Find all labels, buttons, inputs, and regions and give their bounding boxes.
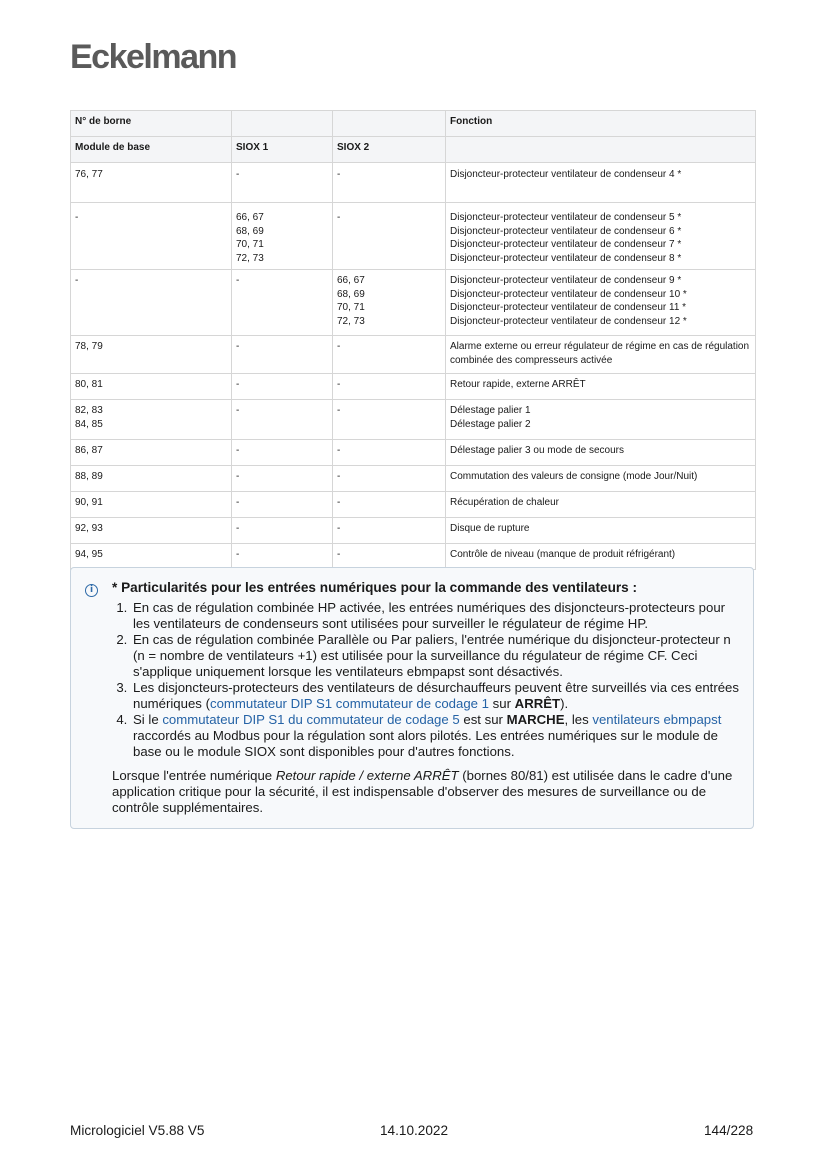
table-row	[71, 466, 756, 492]
table-cell: 86, 87	[71, 440, 232, 466]
table-header-cell: N° de borne	[71, 111, 232, 137]
table-cell: Délestage palier 1 Délestage palier 2	[446, 400, 756, 440]
table-cell: -	[232, 518, 333, 544]
table-row	[71, 544, 756, 570]
table-cell: Disjoncteur-protecteur ventilateur de condenseur 5 * Disjoncteur-protecteur ventilateur de condenseur 6 * Disjoncteur-protecteur ventilateur de condenseur 7 * Disjoncteur-protecteur ventilateur de condenseur 8 *	[446, 203, 756, 270]
table-row	[71, 374, 756, 400]
table-cell: 94, 95	[71, 544, 232, 570]
table-cell: -	[232, 544, 333, 570]
info-panel-title: * Particularités pour les entrées numériques pour la commande des ventilateurs :	[112, 580, 638, 595]
table-cell: -	[333, 492, 446, 518]
table-header-cell: Fonction	[446, 111, 756, 137]
table-cell: -	[333, 466, 446, 492]
table-cell: -	[71, 203, 232, 270]
table-cell: 90, 91	[71, 492, 232, 518]
table-cell: 92, 93	[71, 518, 232, 544]
table-header-cell: SIOX 1	[232, 137, 333, 163]
table-cell: -	[333, 203, 446, 270]
table-cell: 80, 81	[71, 374, 232, 400]
info-panel	[70, 567, 754, 829]
info-list	[111, 600, 741, 760]
table-row	[71, 203, 756, 270]
info-panel-closing: Lorsque l'entrée numérique Retour rapide / externe ARRÊT (bornes 80/81) est utilisée dans le cadre d'une application critique pour la sécurité, il est indispensable d'observer des mesures de surveillance ou de contrôle supplémentaires.	[112, 768, 733, 815]
table-cell: 82, 83 84, 85	[71, 400, 232, 440]
table-cell: -	[232, 374, 333, 400]
table-cell: -	[333, 544, 446, 570]
table-header-cell	[232, 111, 333, 137]
table-cell: 76, 77	[71, 163, 232, 203]
table-cell: -	[333, 163, 446, 203]
table-cell: -	[232, 270, 333, 336]
table-cell: -	[232, 336, 333, 374]
info-icon: i	[85, 584, 98, 597]
list-item: 1. En cas de régulation combinée HP activée, les entrées numériques des disjoncteurs-protecteurs pour les ventilateurs de condenseurs sont utilisées pour surveiller le régulateur de régime HP.	[131, 600, 741, 632]
table-header-row	[71, 111, 756, 137]
table-cell: -	[232, 163, 333, 203]
table-cell: -	[232, 466, 333, 492]
table-header-cell	[333, 111, 446, 137]
list-item: 2. En cas de régulation combinée Parallèle ou Par paliers, l'entrée numérique du disjoncteur-protecteur n (n = nombre de ventilateurs +1) est utilisée pour la surveillance du régulateur de régime CF. Ceci s'applique uniquement lorsque les ventilateurs ebmpapst sont désactivés.	[131, 632, 741, 680]
table-header-row	[71, 137, 756, 163]
brand-logo: Eckelmann	[70, 38, 237, 76]
table-cell: Récupération de chaleur	[446, 492, 756, 518]
table-row	[71, 440, 756, 466]
table-cell: -	[232, 400, 333, 440]
terminal-table	[70, 110, 756, 570]
table-cell: Disjoncteur-protecteur ventilateur de condenseur 4 *	[446, 163, 756, 203]
footer-date: 14.10.2022	[380, 1123, 449, 1138]
table-cell: Disque de rupture	[446, 518, 756, 544]
ebmpapst-fans-link[interactable]: ventilateurs ebmpapst	[592, 712, 722, 727]
table-row	[71, 492, 756, 518]
dip-switch-1-link[interactable]: commutateur DIP S1 commutateur de codage 1	[209, 696, 490, 711]
table-header-cell: SIOX 2	[333, 137, 446, 163]
table-cell: 66, 67 68, 69 70, 71 72, 73	[232, 203, 333, 270]
table-row	[71, 518, 756, 544]
table-cell: 66, 67 68, 69 70, 71 72, 73	[333, 270, 446, 336]
list-item: 4. Si le commutateur DIP S1 du commutateur de codage 5 est sur MARCHE, les ventilateurs ebmpapst raccordés au Modbus pour la régulation sont alors pilotés. Les entrées numériques sur le module de base ou le module SIOX sont disponibles pour d'autres fonctions.	[131, 712, 741, 760]
table-cell: -	[333, 400, 446, 440]
table-cell: -	[71, 270, 232, 336]
table-row	[71, 270, 756, 336]
table-row	[71, 336, 756, 374]
table-cell: -	[232, 492, 333, 518]
table-cell: 88, 89	[71, 466, 232, 492]
table-cell: Commutation des valeurs de consigne (mode Jour/Nuit)	[446, 466, 756, 492]
table-cell: 78, 79	[71, 336, 232, 374]
table-cell: Retour rapide, externe ARRÊT	[446, 374, 756, 400]
table-cell: -	[333, 374, 446, 400]
table-cell: -	[333, 440, 446, 466]
dip-switch-5-link[interactable]: commutateur DIP S1 du commutateur de codage 5	[162, 712, 460, 727]
table-cell: -	[232, 440, 333, 466]
table-header-cell	[446, 137, 756, 163]
list-item: 3. Les disjoncteurs-protecteurs des ventilateurs de désurchauffeurs peuvent être surveillés via ces entrées numériques (commutateur DIP S1 commutateur de codage 1 sur ARRÊT).	[131, 680, 741, 712]
table-cell: -	[333, 518, 446, 544]
table-cell: Disjoncteur-protecteur ventilateur de condenseur 9 * Disjoncteur-protecteur ventilateur de condenseur 10 * Disjoncteur-protecteur ventilateur de condenseur 11 * Disjoncteur-protecteur ventilateur de condenseur 12 *	[446, 270, 756, 336]
table-row	[71, 163, 756, 203]
table-header-cell: Module de base	[71, 137, 232, 163]
footer-firmware: Micrologiciel V5.88 V5	[70, 1123, 205, 1138]
footer-page-number: 144/228	[704, 1123, 754, 1138]
table-cell: Contrôle de niveau (manque de produit réfrigérant)	[446, 544, 756, 570]
table-cell: -	[333, 336, 446, 374]
table-cell: Délestage palier 3 ou mode de secours	[446, 440, 756, 466]
table-cell: Alarme externe ou erreur régulateur de régime en cas de régulation combinée des compresseurs activée	[446, 336, 756, 374]
table-row	[71, 400, 756, 440]
